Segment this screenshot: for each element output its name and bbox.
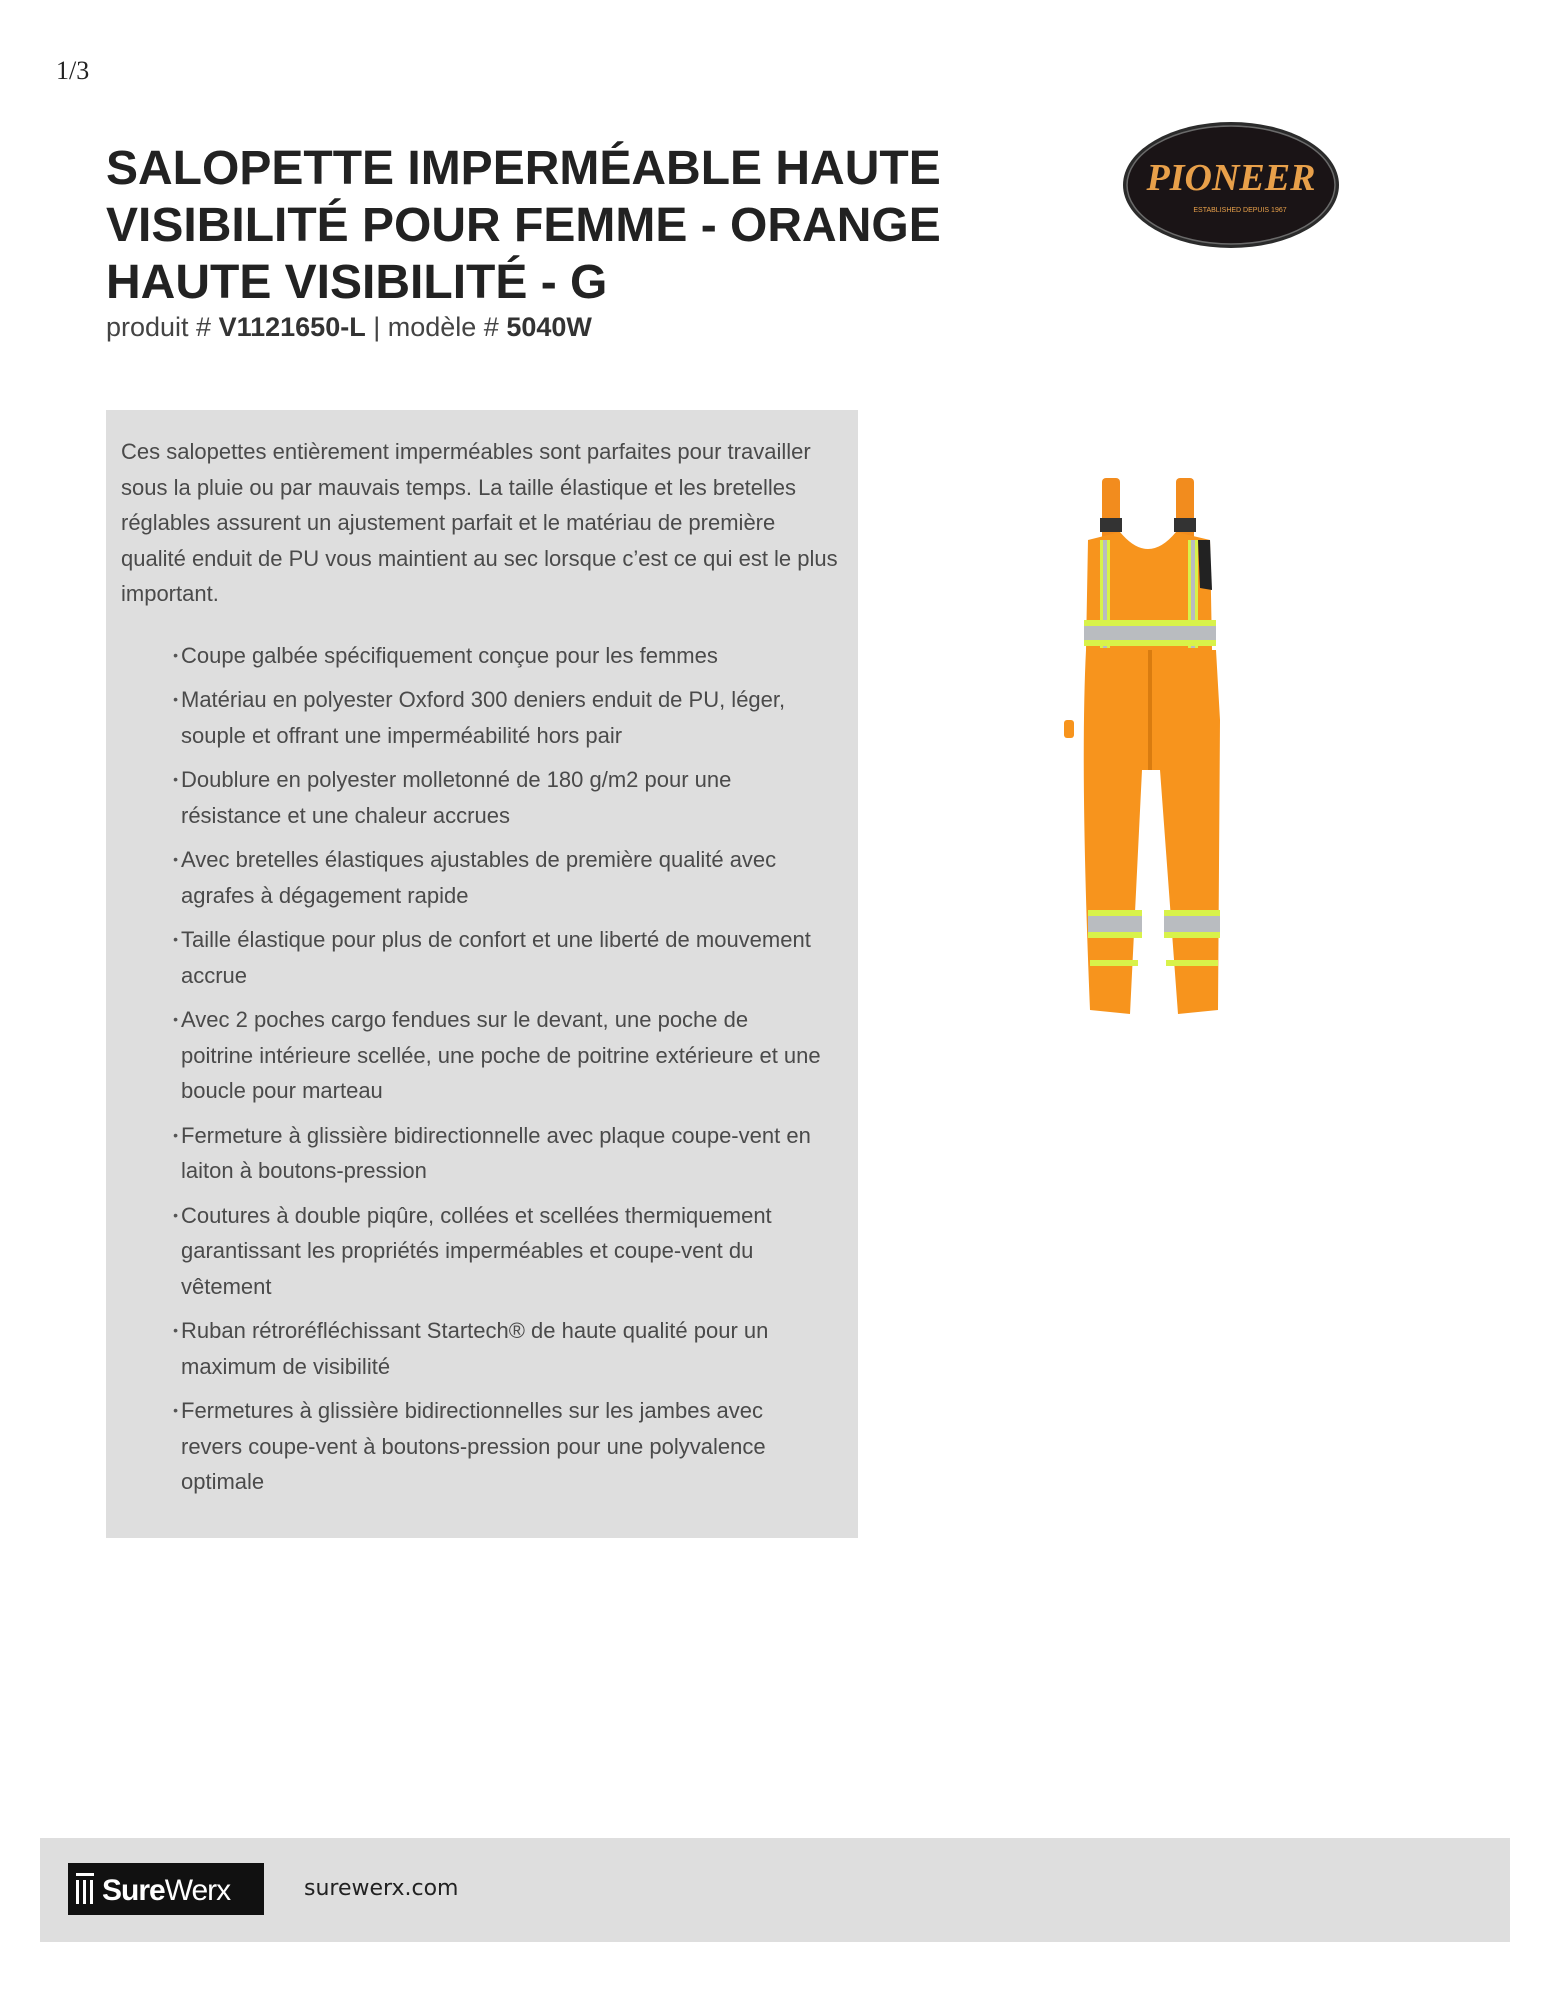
- feature-list: [121, 638, 842, 1500]
- product-title-line: HAUTE VISIBILITÉ - G: [106, 256, 608, 309]
- list-item: [121, 1393, 842, 1500]
- description-panel: [106, 410, 858, 1538]
- list-item: [121, 1313, 842, 1384]
- list-item: [121, 682, 842, 753]
- model-number: 5040W: [506, 312, 592, 342]
- feature-text: Avec bretelles élastiques ajustables de première qualité avec agrafes à dégagement rapide: [181, 847, 777, 908]
- pioneer-logo: [1120, 118, 1342, 252]
- list-item: [121, 922, 842, 993]
- product-image: [1060, 470, 1240, 1030]
- footer-url[interactable]: surewerx.com: [304, 1876, 459, 1901]
- svg-text:SureWerx: [102, 1874, 231, 1907]
- product-title-line: SALOPETTE IMPERMÉABLE HAUTE: [106, 142, 941, 195]
- surewerx-brand-bold: Sure: [102, 1874, 165, 1907]
- product-title: [106, 140, 1006, 311]
- surewerx-logo: [68, 1863, 264, 1915]
- list-item: [121, 638, 842, 674]
- model-number-label: modèle #: [387, 312, 507, 342]
- list-item: [121, 1118, 842, 1189]
- feature-text: Fermeture à glissière bidirectionnelle avec plaque coupe-vent en laiton à boutons-pression: [181, 1122, 811, 1183]
- list-item: [121, 762, 842, 833]
- list-item: [121, 1002, 842, 1109]
- surewerx-brand-light: Werx: [164, 1874, 231, 1907]
- feature-text: Taille élastique pour plus de confort et une liberté de mouvement accrue: [181, 927, 811, 988]
- pioneer-logo-tagline: ESTABLISHED DEPUIS 1967: [1193, 207, 1287, 214]
- page-number: 1/3: [56, 56, 90, 85]
- product-number: V1121650-L: [218, 312, 366, 342]
- separator: |: [365, 312, 388, 342]
- footer: [40, 1838, 1510, 1942]
- feature-text: Doublure en polyester molletonné de 180 g/m2 pour une résistance et une chaleur accrues: [181, 767, 732, 828]
- product-identifiers: [106, 312, 592, 343]
- list-item: [121, 842, 842, 913]
- description-intro: Ces salopettes entièrement imperméables sont parfaites pour travailler sous la pluie ou par mauvais temps. La taille élastique et les bretelles réglables assurent un ajustement parfait et le matériau de première qualité enduit de PU vous maintient au sec lorsque c’est ce qui est le plus important.: [121, 439, 838, 606]
- list-item: [121, 1198, 842, 1305]
- feature-text: Avec 2 poches cargo fendues sur le devant, une poche de poitrine intérieure scellée, une poche de poitrine extérieure et une boucle pour marteau: [181, 1007, 821, 1103]
- feature-text: Ruban rétroréfléchissant Startech® de haute qualité pour un maximum de visibilité: [181, 1318, 769, 1379]
- pioneer-logo-wordmark: PIONEER: [1146, 157, 1316, 199]
- feature-text: Coutures à double piqûre, collées et scellées thermiquement garantissant les propriétés imperméables et coupe-vent du vêtement: [181, 1202, 772, 1299]
- feature-text: Coupe galbée spécifiquement conçue pour les femmes: [181, 642, 718, 668]
- product-number-label: produit #: [106, 312, 219, 342]
- product-title-line: VISIBILITÉ POUR FEMME - ORANGE: [106, 199, 941, 252]
- feature-text: Matériau en polyester Oxford 300 deniers enduit de PU, léger, souple et offrant une imperméabilité hors pair: [181, 687, 786, 748]
- feature-text: Fermetures à glissière bidirectionnelles sur les jambes avec revers coupe-vent à boutons-pression pour une polyvalence optimale: [181, 1398, 766, 1494]
